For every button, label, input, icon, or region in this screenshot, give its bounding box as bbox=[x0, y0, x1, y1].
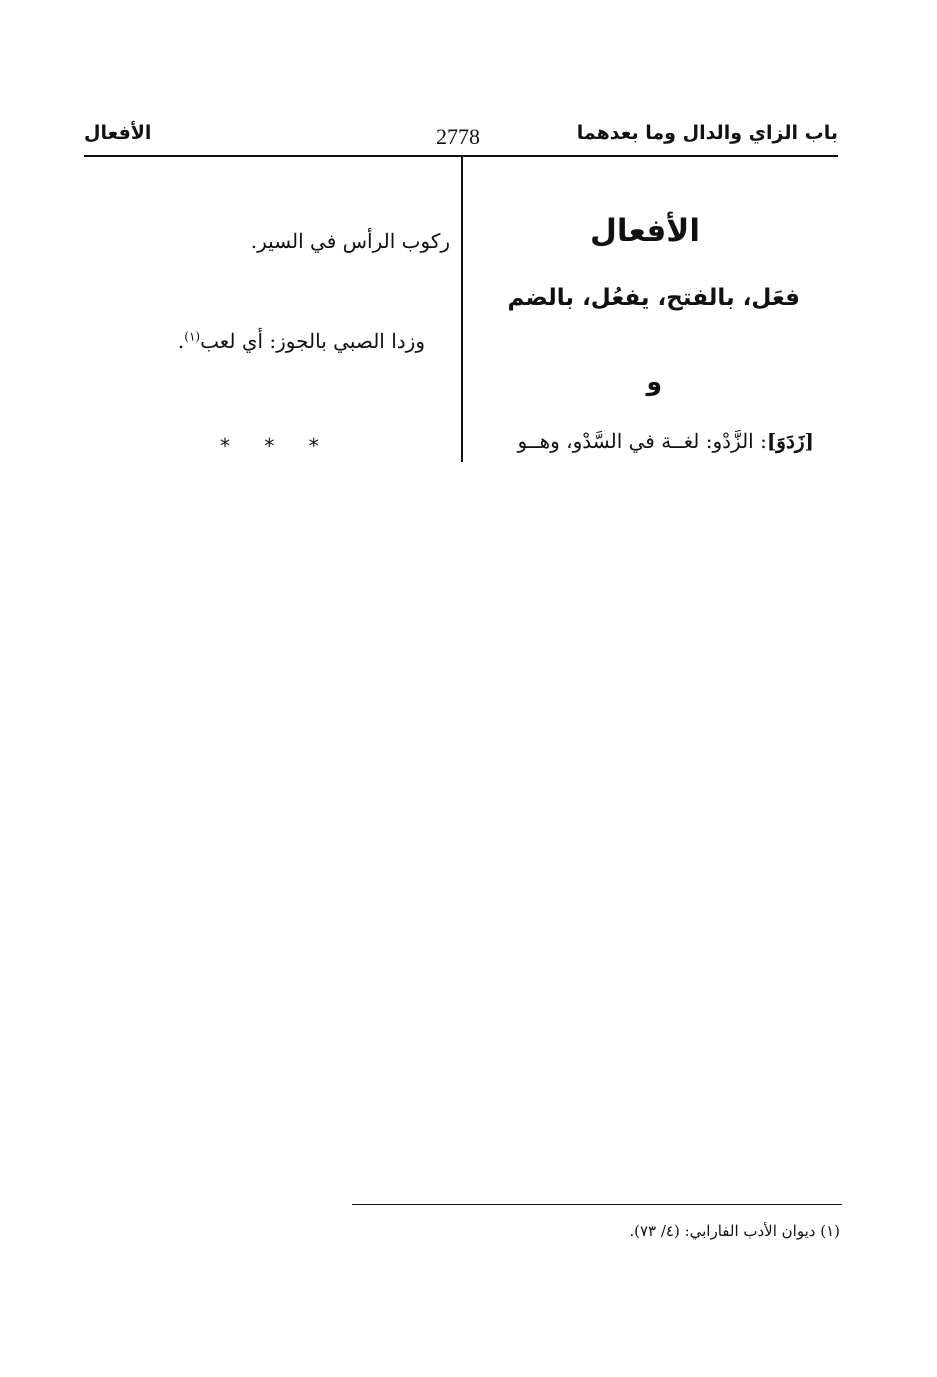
column-divider bbox=[461, 157, 463, 462]
section-title: الأفعال bbox=[84, 122, 152, 144]
chapter-title: باب الزاي والدال وما بعدهما bbox=[576, 122, 838, 144]
left-column bbox=[100, 157, 450, 467]
entry-headword: [زَدَوَ] bbox=[766, 429, 814, 453]
entry-text: : الزَّدْو: لغــة في السَّدْو، وهــو bbox=[517, 429, 767, 453]
page-header bbox=[84, 118, 838, 154]
footnote-rule bbox=[352, 1204, 842, 1205]
line-end: . bbox=[177, 329, 185, 353]
continuation-line-footnoted bbox=[178, 329, 425, 353]
page-number: 2778 bbox=[436, 124, 480, 149]
section-heading: الأفعال bbox=[589, 213, 700, 249]
entry-paragraph bbox=[518, 429, 814, 453]
section-separator: * * * bbox=[220, 434, 333, 458]
right-column bbox=[476, 157, 814, 467]
pattern-heading: فعَل، بالفتح، يفعُل، بالضم bbox=[507, 285, 800, 311]
continuation-line: ركوب الرأس في السير. bbox=[250, 229, 450, 253]
footnote: (١) ديوان الأدب الفارابي: (٤/ ٧٣). bbox=[629, 1222, 840, 1240]
line-text: وزدا الصبي بالجوز: أي لعب bbox=[200, 329, 425, 353]
footnote-marker: (١) bbox=[184, 329, 201, 344]
letter-heading: و bbox=[646, 367, 662, 396]
